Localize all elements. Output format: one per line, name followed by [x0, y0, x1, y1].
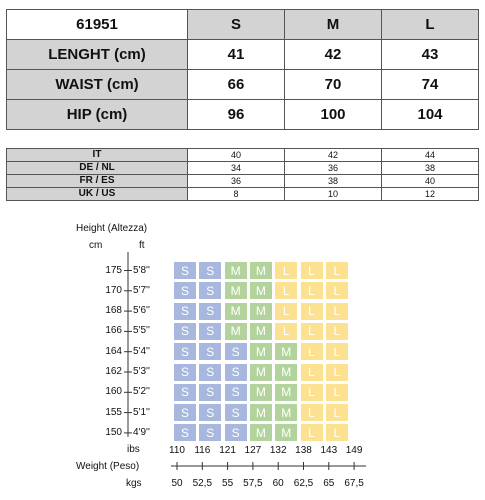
height-ft-label: 5'8''	[133, 264, 150, 276]
size-cell-l: L	[275, 262, 297, 279]
weight-lbs-label: 143	[320, 445, 338, 456]
size-header: M	[285, 10, 382, 40]
table-row	[7, 162, 479, 175]
size-cell-l: L	[275, 323, 297, 340]
size-cell-l: L	[326, 262, 348, 279]
size-cell-m: M	[225, 303, 247, 320]
size-cell-s: S	[225, 424, 247, 441]
weight-kgs-label: 50	[171, 478, 183, 489]
row-label: FR / ES	[7, 175, 188, 188]
table-row	[7, 70, 479, 100]
size-cell-l: L	[301, 323, 323, 340]
weight-axis-title: Weight (Peso)	[76, 461, 140, 472]
size-cell-m: M	[250, 384, 272, 401]
table-cell: 74	[382, 70, 479, 100]
weight-lbs-label: 116	[194, 445, 211, 456]
height-ft-label: 5'4''	[133, 345, 150, 357]
table-cell: 70	[285, 70, 382, 100]
height-axis-title: Height (Altezza)	[76, 223, 148, 234]
size-cell-s: S	[174, 343, 196, 360]
size-cell-m: M	[250, 323, 272, 340]
height-ft-label: 5'5''	[133, 325, 150, 337]
table-cell: 12	[382, 188, 479, 201]
size-cell-l: L	[301, 303, 323, 320]
size-cell-m: M	[275, 364, 297, 381]
size-cell-m: M	[225, 323, 247, 340]
size-cell-s: S	[199, 404, 221, 421]
size-cell-l: L	[326, 343, 348, 360]
table-cell: 38	[382, 162, 479, 175]
size-cell-l: L	[326, 282, 348, 299]
kgs-unit-label: kgs	[126, 478, 142, 489]
size-cell-m: M	[250, 404, 272, 421]
size-cell-m: M	[225, 262, 247, 279]
size-cell-m: M	[250, 303, 272, 320]
row-label: IT	[7, 149, 188, 162]
table-cell: 66	[188, 70, 285, 100]
size-cell-s: S	[174, 303, 196, 320]
table-cell: 100	[285, 100, 382, 130]
size-cell-l: L	[301, 262, 323, 279]
size-cell-l: L	[301, 343, 323, 360]
height-cm-label: 170	[105, 284, 122, 296]
weight-kgs-label: 57,5	[243, 478, 263, 489]
table-row	[7, 149, 479, 162]
size-header: L	[382, 10, 479, 40]
weight-lbs-label: 138	[295, 445, 312, 456]
height-cm-label: 166	[105, 325, 122, 337]
size-cell-s: S	[199, 282, 221, 299]
table-cell: 42	[285, 40, 382, 70]
table-cell: 42	[285, 149, 382, 162]
weight-lbs-label: 149	[345, 445, 363, 456]
size-cell-m: M	[250, 343, 272, 360]
size-cell-s: S	[225, 384, 247, 401]
height-cm-label: 175	[105, 264, 122, 276]
height-cm-label: 164	[105, 345, 122, 357]
table-cell: 44	[382, 149, 479, 162]
size-cell-s: S	[174, 262, 196, 279]
height-ft-label: 5'1''	[133, 406, 150, 418]
size-cell-s: S	[199, 303, 221, 320]
size-cell-s: S	[199, 364, 221, 381]
weight-lbs-label: 110	[169, 445, 185, 456]
size-cell-m: M	[250, 282, 272, 299]
size-cell-s: S	[199, 343, 221, 360]
size-cell-s: S	[225, 404, 247, 421]
row-label: UK / US	[7, 188, 188, 201]
row-label: LENGHT (cm)	[7, 40, 188, 70]
size-cell-m: M	[275, 343, 297, 360]
table-cell: 8	[188, 188, 285, 201]
height-ft-label: 5'6''	[133, 305, 150, 317]
size-cell-s: S	[199, 323, 221, 340]
size-cell-s: S	[174, 282, 196, 299]
weight-kgs-label: 62,5	[293, 478, 314, 489]
size-cell-l: L	[326, 364, 348, 381]
table-cell: 96	[188, 100, 285, 130]
height-ft-label: 5'3''	[133, 366, 150, 377]
size-cell-m: M	[225, 282, 247, 299]
lbs-unit-label: ibs	[127, 444, 140, 455]
row-label: DE / NL	[7, 162, 188, 175]
table-cell: 36	[285, 162, 382, 175]
size-cell-l: L	[301, 364, 323, 381]
size-cell-m: M	[250, 262, 272, 279]
size-cell-m: M	[250, 364, 272, 381]
height-cm-label: 155	[105, 406, 122, 418]
weight-kgs-label: 55	[222, 478, 234, 489]
height-ft-label: 5'2''	[133, 386, 150, 398]
size-cell-s: S	[199, 424, 221, 441]
size-cell-m: M	[250, 424, 272, 441]
height-cm-label: 168	[105, 305, 122, 317]
size-measurement-table	[6, 9, 479, 130]
size-cell-l: L	[301, 384, 323, 401]
height-weight-size-chart	[0, 218, 485, 500]
table-cell: 104	[382, 100, 479, 130]
size-cell-s: S	[199, 262, 221, 279]
height-ft-label: 4'9''	[133, 426, 150, 438]
size-conversion-table	[6, 148, 479, 201]
model-number: 61951	[7, 10, 188, 40]
table-row	[7, 188, 479, 201]
table-row	[7, 100, 479, 130]
weight-kgs-label: 65	[323, 478, 335, 489]
table-row	[7, 175, 479, 188]
cm-unit-label: cm	[89, 240, 103, 251]
table-row	[7, 40, 479, 70]
table-cell: 40	[382, 175, 479, 188]
height-ft-label: 5'7''	[133, 284, 150, 296]
weight-lbs-label: 132	[269, 445, 287, 456]
size-cell-l: L	[275, 303, 297, 320]
row-label: WAIST (cm)	[7, 70, 188, 100]
size-cell-s: S	[174, 384, 196, 401]
table-header-row	[7, 10, 479, 40]
size-cell-l: L	[326, 303, 348, 320]
size-cell-s: S	[174, 404, 196, 421]
size-cell-l: L	[301, 282, 323, 299]
weight-lbs-label: 121	[219, 445, 236, 456]
size-header: S	[188, 10, 285, 40]
table-cell: 10	[285, 188, 382, 201]
size-cell-l: L	[301, 424, 323, 441]
size-cell-m: M	[275, 424, 297, 441]
size-cell-m: M	[275, 384, 297, 401]
size-cell-l: L	[326, 404, 348, 421]
table-cell: 43	[382, 40, 479, 70]
height-cm-label: 162	[105, 366, 122, 377]
size-cell-m: M	[275, 404, 297, 421]
ft-unit-label: ft	[139, 240, 145, 251]
height-cm-label: 150	[105, 426, 122, 438]
size-cell-l: L	[326, 323, 348, 340]
size-cell-s: S	[199, 384, 221, 401]
size-cell-s: S	[174, 323, 196, 340]
weight-kgs-label: 60	[272, 478, 284, 489]
size-cell-s: S	[174, 424, 196, 441]
row-label: HIP (cm)	[7, 100, 188, 130]
size-cell-l: L	[326, 384, 348, 401]
table-cell: 34	[188, 162, 285, 175]
size-cell-l: L	[326, 424, 348, 441]
weight-kgs-label: 52,5	[192, 478, 213, 489]
table-cell: 41	[188, 40, 285, 70]
weight-lbs-label: 127	[244, 445, 262, 456]
size-cell-s: S	[225, 364, 247, 381]
size-cell-s: S	[225, 343, 247, 360]
table-cell: 40	[188, 149, 285, 162]
weight-kgs-label: 67,5	[344, 478, 364, 489]
height-cm-label: 160	[105, 386, 122, 398]
size-cell-s: S	[174, 364, 196, 381]
size-cell-l: L	[301, 404, 323, 421]
size-cell-l: L	[275, 282, 297, 299]
table-cell: 38	[285, 175, 382, 188]
table-cell: 36	[188, 175, 285, 188]
